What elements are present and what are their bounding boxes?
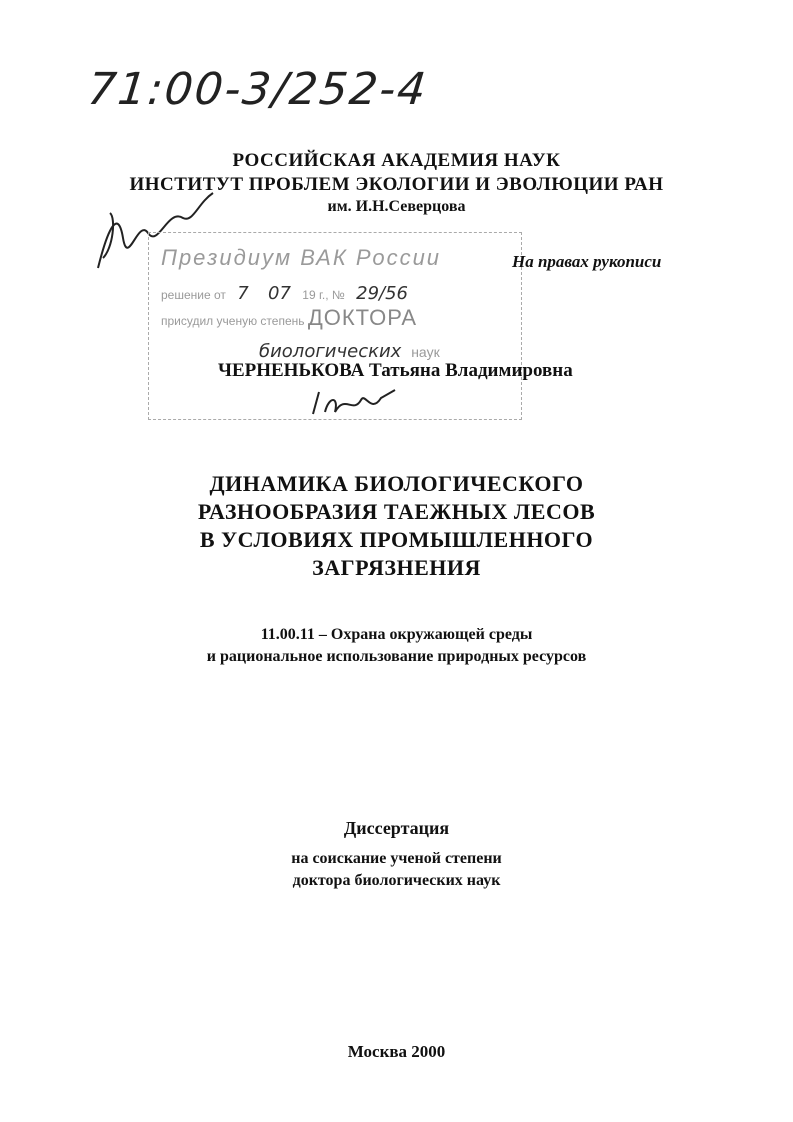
specialty	[0, 624, 793, 668]
stamp-protocol-month: 07	[268, 283, 291, 304]
stamp-degree	[161, 305, 417, 331]
stamp-protocol-number: 29/56	[356, 283, 409, 304]
stamp-protocol	[161, 283, 416, 304]
degree-sought	[0, 848, 793, 892]
stamp-degree-value: ДОКТОРА	[307, 305, 418, 330]
shelf-mark-handwritten: 71:00-3/252-4	[85, 64, 431, 115]
institute-named-after: им. И.Н.Северцова	[327, 198, 466, 215]
stamp-protocol-day: 7	[237, 283, 249, 304]
thesis-title-line: РАЗНООБРАЗИЯ ТАЕЖНЫХ ЛЕСОВ	[197, 499, 596, 524]
stamp-degree-prefix: присудил ученую степень	[161, 314, 305, 328]
stamp-protocol-year-suffix: г., №	[319, 288, 345, 302]
degree-sought-line: доктора биологических наук	[292, 872, 501, 889]
stamp-field	[259, 341, 440, 362]
specialty-desc-line: и рациональное использование природных ресурсов	[206, 648, 587, 665]
document-type: Диссертация	[343, 818, 450, 838]
thesis-title-line: ДИНАМИКА БИОЛОГИЧЕСКОГО	[209, 471, 584, 496]
stamp-field-suffix: наук	[411, 344, 440, 360]
degree-sought-line: на соискание ученой степени	[291, 850, 502, 867]
institute-name: ИНСТИТУТ ПРОБЛЕМ ЭКОЛОГИИ И ЭВОЛЮЦИИ РАН	[129, 174, 664, 195]
author-name: ЧЕРНЕНЬКОВА Татьяна Владимировна	[218, 360, 573, 381]
thesis-title-line: В УСЛОВИЯХ ПРОМЫШЛЕННОГО	[199, 527, 594, 552]
stamp-protocol-year-prefix: 19	[302, 288, 316, 302]
thesis-title	[0, 470, 793, 582]
specialty-code-line: 11.00.11 – Охрана окружающей среды	[260, 626, 533, 643]
rights-note: На правах рукописи	[512, 252, 662, 271]
thesis-title-line: ЗАГРЯЗНЕНИЯ	[312, 555, 481, 580]
stamp-field-handwritten: биологических	[259, 341, 402, 362]
stamp-protocol-prefix: решение от	[161, 288, 226, 302]
signature-stamp	[305, 386, 405, 420]
academy-name: РОССИЙСКАЯ АКАДЕМИЯ НАУК	[232, 150, 561, 171]
city-year: Москва 2000	[347, 1042, 446, 1061]
stamp-title: Президиум ВАК России	[161, 245, 442, 270]
